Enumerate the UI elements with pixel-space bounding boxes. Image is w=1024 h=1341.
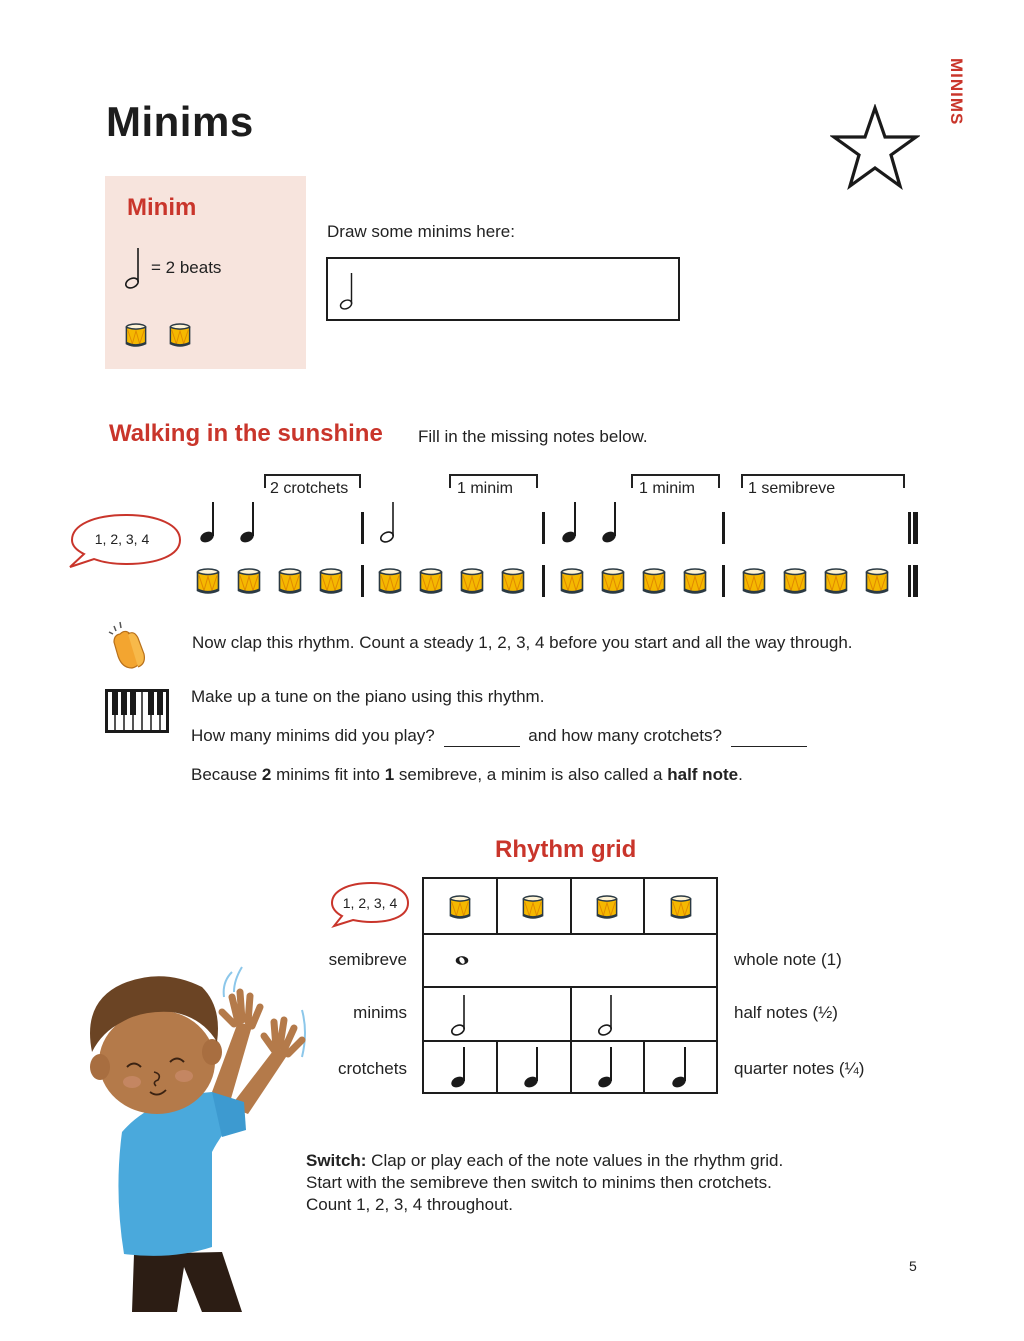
bar-line (722, 512, 725, 544)
bar-line (361, 565, 364, 597)
fact-text: minims fit into (271, 765, 385, 784)
drum-icon (449, 894, 471, 921)
bar-line (722, 565, 725, 597)
count-text: 1, 2, 3, 4 (94, 531, 150, 547)
row-label-crotchets: crotchets (338, 1059, 407, 1078)
minim-note-icon (338, 271, 356, 311)
side-tab (946, 58, 986, 138)
draw-instruction: Draw some minims here: (327, 222, 515, 241)
drum-icon (378, 567, 402, 596)
crotchet-note (600, 500, 620, 544)
final-double-bar-line (908, 512, 917, 544)
minim-note (449, 993, 469, 1037)
switch-line-3: Count 1, 2, 3, 4 throughout. (306, 1195, 513, 1214)
piano-keys-icon (105, 689, 169, 733)
fact-bold: 1 (384, 765, 395, 784)
walking-instruction: Fill in the missing notes below. (418, 427, 648, 446)
switch-line-2: Start with the semibreve then switch to minims then crotchets. (306, 1173, 772, 1192)
definition-title: Minim (127, 194, 197, 221)
drum-icon (460, 567, 484, 596)
drum-icon (865, 567, 889, 596)
drum-icon (642, 567, 666, 596)
drum-icon (169, 322, 191, 349)
section-heading-walking: Walking in the sunshine (109, 420, 383, 447)
drum-icon (278, 567, 302, 596)
minim-note (596, 993, 616, 1037)
bar-line (361, 512, 364, 544)
drum-icon (596, 894, 618, 921)
drum-icon (670, 894, 692, 921)
fact-bold: half note (667, 765, 739, 784)
question-crotchets: and how many crotchets? (528, 726, 722, 745)
drum-icon (560, 567, 584, 596)
row-label-minims: minims (353, 1003, 407, 1022)
drum-icon (742, 567, 766, 596)
drum-icon (601, 567, 625, 596)
page-title: Minims (106, 98, 254, 145)
rhythm-grid-table (422, 877, 718, 1094)
drum-icon (125, 322, 147, 349)
page-number: 5 (909, 1258, 917, 1274)
piano-question (191, 726, 811, 747)
drum-icon (237, 567, 261, 596)
drum-icon (824, 567, 848, 596)
fact-text: Because (191, 765, 262, 784)
semibreve-note (454, 955, 470, 966)
bar-line (542, 512, 545, 544)
clap-instruction: Now clap this rhythm. Count a steady 1, 2, 3, 4 before you start and all the way through. (192, 633, 853, 652)
side-tab-label: MINIMS (947, 58, 966, 126)
switch-line-1 (306, 1150, 783, 1172)
minim-note (378, 500, 398, 544)
section-heading-rhythm-grid: Rhythm grid (495, 836, 637, 863)
crotchet-note (522, 1045, 542, 1089)
star-outline-icon[interactable] (830, 104, 920, 190)
crotchet-note (449, 1045, 469, 1089)
row-value-whole-note: whole note (1) (734, 950, 842, 969)
row-value-quarter-notes: quarter notes (¼) (734, 1059, 865, 1078)
clapping-hands-icon (106, 620, 154, 670)
bracket-label: 1 minim (457, 480, 514, 497)
answer-blank-crotchets[interactable] (731, 726, 807, 747)
crotchet-note (198, 500, 218, 544)
drum-icon (522, 894, 544, 921)
drum-icon (783, 567, 807, 596)
half-note-fact (191, 765, 743, 785)
bracket-label: 1 minim (639, 480, 696, 497)
count-speech-bubble (66, 512, 184, 572)
crotchet-note (670, 1045, 690, 1089)
drum-icon (501, 567, 525, 596)
count-text: 1, 2, 3, 4 (342, 895, 398, 911)
question-minims: How many minims did you play? (191, 726, 435, 745)
drum-icon (419, 567, 443, 596)
bracket-label: 1 semibreve (748, 480, 836, 497)
fact-text: . (738, 765, 743, 784)
piano-instruction: Make up a tune on the piano using this rhythm. (191, 687, 545, 706)
definition-equation: = 2 beats (151, 258, 222, 277)
switch-activity (306, 1150, 783, 1216)
drawing-area[interactable] (326, 257, 680, 321)
bar-line (542, 565, 545, 597)
drum-icon (319, 567, 343, 596)
fact-text: semibreve, a minim is also called a (394, 765, 668, 784)
final-double-bar-line (908, 565, 917, 597)
switch-label: Switch: (306, 1151, 367, 1170)
row-value-half-notes: half notes (½) (734, 1003, 838, 1022)
answer-blank-minims[interactable] (444, 726, 520, 747)
crotchet-note (596, 1045, 616, 1089)
count-speech-bubble (328, 880, 410, 928)
boy-clapping-illustration (62, 962, 312, 1312)
drum-icon (683, 567, 707, 596)
minim-definition-box (105, 176, 306, 369)
bracket-label: 2 crotchets (270, 480, 349, 497)
drum-icon (196, 567, 220, 596)
minim-note-icon (123, 246, 143, 290)
crotchet-note (238, 500, 258, 544)
fact-bold: 2 (261, 765, 272, 784)
crotchet-note (560, 500, 580, 544)
row-label-semibreve: semibreve (328, 950, 407, 969)
switch-text: Clap or play each of the note values in the rhythm grid. (366, 1151, 784, 1170)
